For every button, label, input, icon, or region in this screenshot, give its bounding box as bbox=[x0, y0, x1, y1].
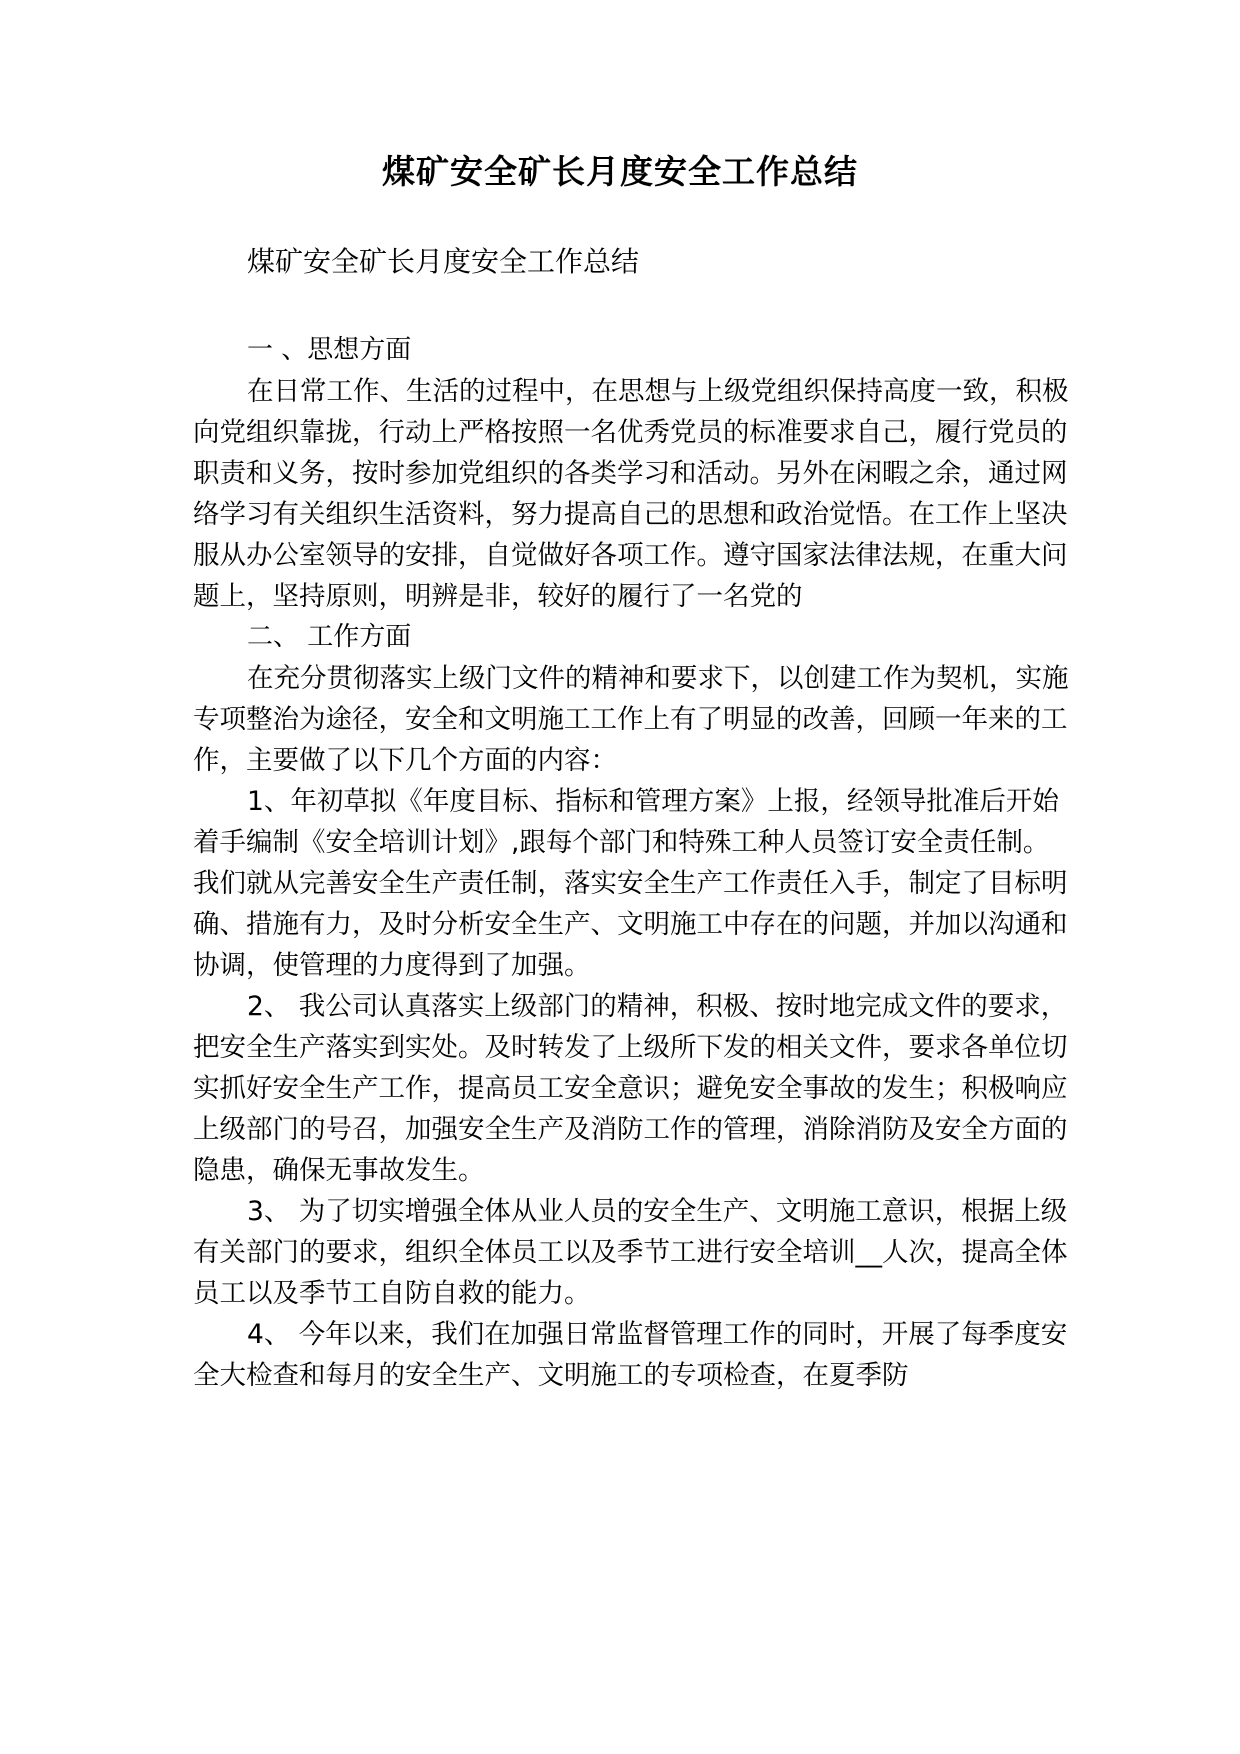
section-heading-thought: 一 、思想方面 bbox=[247, 335, 412, 365]
paragraph-item-1: 1、年初草拟《年度目标、指标和管理方案》上报，经领导批准后开始着手编制《安全培训计划》,跟每个部门和特殊工种人员签订安全责任制。我们就从完善安全生产责任制，落实安全生产工作责任入手，制定了目标明确、措施有力，及时分析安全生产、文明施工中存在的问题，并加以沟通和协调，使管理的力度得到了加强。 bbox=[193, 786, 1068, 981]
paragraph-work-intro: 在充分贯彻落实上级门文件的精神和要求下，以创建工作为契机，实施专项整治为途径，安全和文明施工工作上有了明显的改善，回顾一年来的工作，主要做了以下几个方面的内容： bbox=[193, 663, 1069, 776]
paragraph-item-4: 4、 今年以来，我们在加强日常监督管理工作的同时，开展了每季度安全大检查和每月的安全生产、文明施工的专项检查，在夏季防 bbox=[193, 1319, 1068, 1391]
document-subtitle: 煤矿安全矿长月度安全工作总结 bbox=[247, 245, 640, 278]
paragraph-item-3: 3、 为了切实增强全体从业人员的安全生产、文明施工意识，根据上级有关部门的要求，组织全体员工以及季节工进行安全培训__人次，提高全体员工以及季节工自防自救的能力。 bbox=[193, 1196, 1068, 1309]
paragraph-thought: 在日常工作、生活的过程中，在思想与上级党组织保持高度一致，积极向党组织靠拢，行动上严格按照一名优秀党员的标准要求自己，履行党员的职责和义务，按时参加党组织的各类学习和活动。另外在闲暇之余，通过网络学习有关组织生活资料，努力提高自己的思想和政治觉悟。在工作上坚决服从办公室领导的安排，自觉做好各项工作。遵守国家法律法规，在重大问题上，坚持原则，明辨是非，较好的履行了一名党的 bbox=[193, 376, 1069, 612]
section-heading-work: 二、 工作方面 bbox=[247, 622, 412, 652]
document-title: 煤矿安全矿长月度安全工作总结 bbox=[382, 152, 858, 191]
document-body bbox=[193, 330, 1073, 1396]
paragraph-item-2: 2、 我公司认真落实上级部门的精神，积极、按时地完成文件的要求，把安全生产落实到实处。及时转发了上级所下发的相关文件，要求各单位切实抓好安全生产工作，提高员工安全意识；避免安全事故的发生；积极响应上级部门的号召，加强安全生产及消防工作的管理，消除消防及安全方面的隐患，确保无事故发生。 bbox=[193, 991, 1068, 1186]
